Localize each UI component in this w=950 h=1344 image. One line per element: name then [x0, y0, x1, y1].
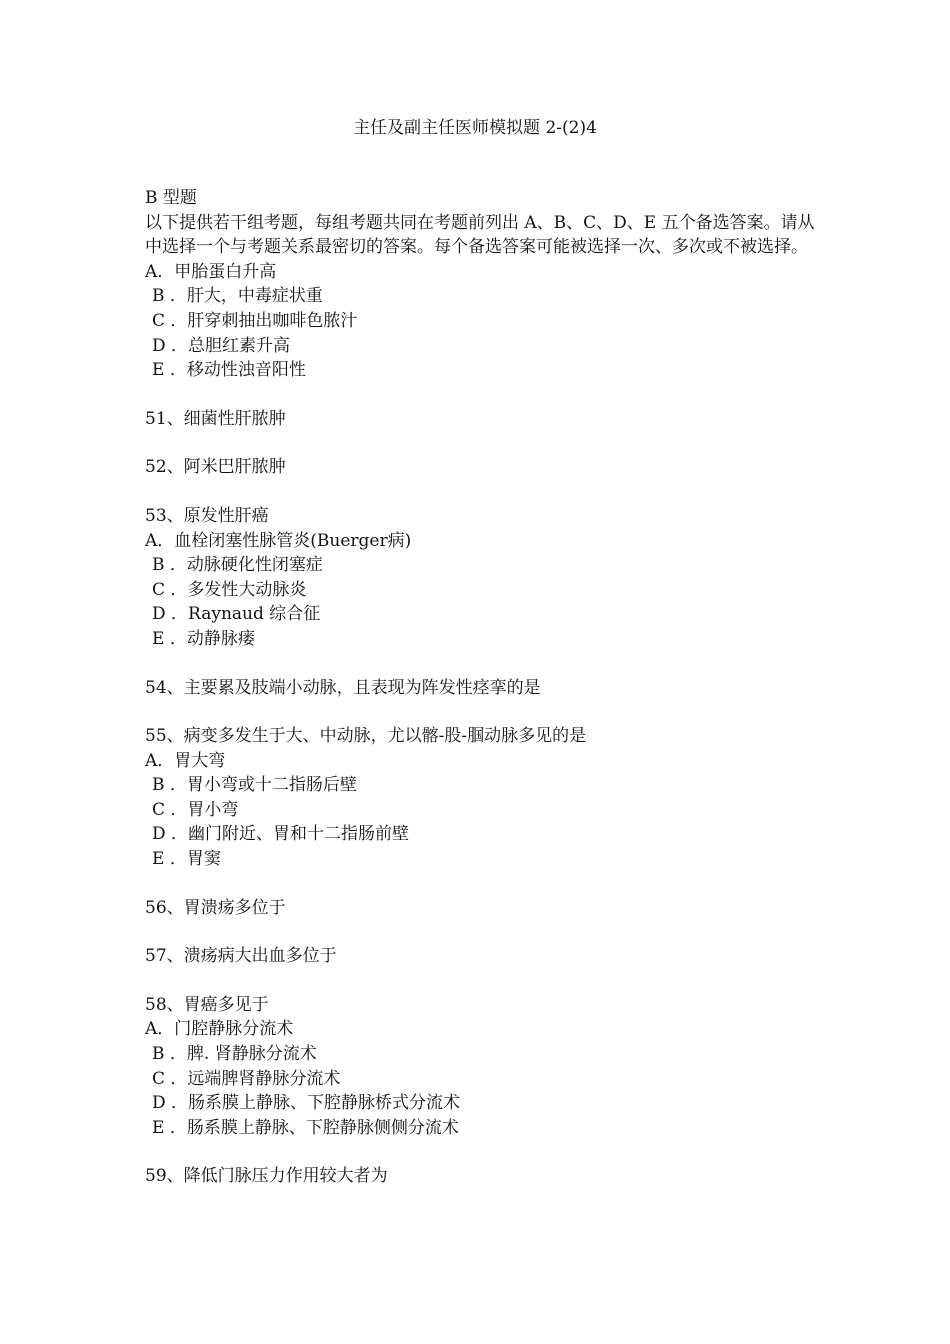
option-b: B ．肝大，中毒症状重	[152, 286, 323, 307]
question: 59、降低门脉压力作用较大者为	[145, 1166, 388, 1187]
option-c: C ．胃小弯	[152, 799, 239, 820]
question: 54、主要累及肢端小动脉，且表现为阵发性痉挛的是	[145, 677, 541, 698]
question: 52、阿米巴肝脓肿	[145, 457, 286, 478]
page-title: 主任及副主任医师模拟题 2-(2)4	[353, 118, 597, 138]
option-d: D ．肠系膜上静脉、下腔静脉桥式分流术	[152, 1093, 461, 1114]
question: 56、胃溃疡多位于	[145, 897, 286, 918]
option-e: E ．胃窦	[152, 849, 221, 870]
option-e: E ．移动性浊音阳性	[152, 360, 306, 381]
question: 57、溃疡病大出血多位于	[145, 946, 337, 967]
option-d: D ．总胆红素升高	[152, 335, 291, 356]
question: 58、胃癌多见于	[145, 994, 269, 1015]
option-b: B ．脾. 肾静脉分流术	[152, 1044, 317, 1065]
option-b: B ．动脉硬化性闭塞症	[152, 555, 323, 576]
option-c: C ．多发性大动脉炎	[152, 579, 307, 600]
option-a: A．甲胎蛋白升高	[145, 261, 277, 282]
option-c: C ．远端脾肾静脉分流术	[152, 1068, 341, 1089]
option-d: D ．幽门附近、胃和十二指肠前壁	[152, 824, 410, 845]
option-d: D ．Raynaud 综合征	[152, 604, 321, 625]
document-body	[145, 186, 815, 1189]
option-e: E ．动静脉瘘	[152, 628, 255, 649]
question: 55、病变多发生于大、中动脉，尤以髂-股-腘动脉多见的是	[145, 726, 587, 747]
option-b: B ．胃小弯或十二指肠后壁	[152, 775, 357, 796]
option-a: A．门腔静脉分流术	[145, 1019, 294, 1040]
option-a: A．血栓闭塞性脉管炎(Buerger病)	[145, 530, 412, 551]
option-a: A．胃大弯	[145, 750, 226, 771]
question: 51、细菌性肝脓肿	[145, 408, 286, 429]
instructions: 以下提供若干组考题，每组考题共同在考题前列出 A、B、C、D、E 五个备选答案。请从中选择一个与考题关系最密切的答案。每个备选答案可能被选择一次、多次或不被选择。	[145, 212, 815, 258]
question: 53、原发性肝癌	[145, 505, 269, 526]
section-type: B 型题	[145, 188, 197, 208]
option-c: C ．肝穿刺抽出咖啡色脓汁	[152, 310, 358, 331]
option-e: E ．肠系膜上静脉、下腔静脉侧侧分流术	[152, 1117, 459, 1138]
